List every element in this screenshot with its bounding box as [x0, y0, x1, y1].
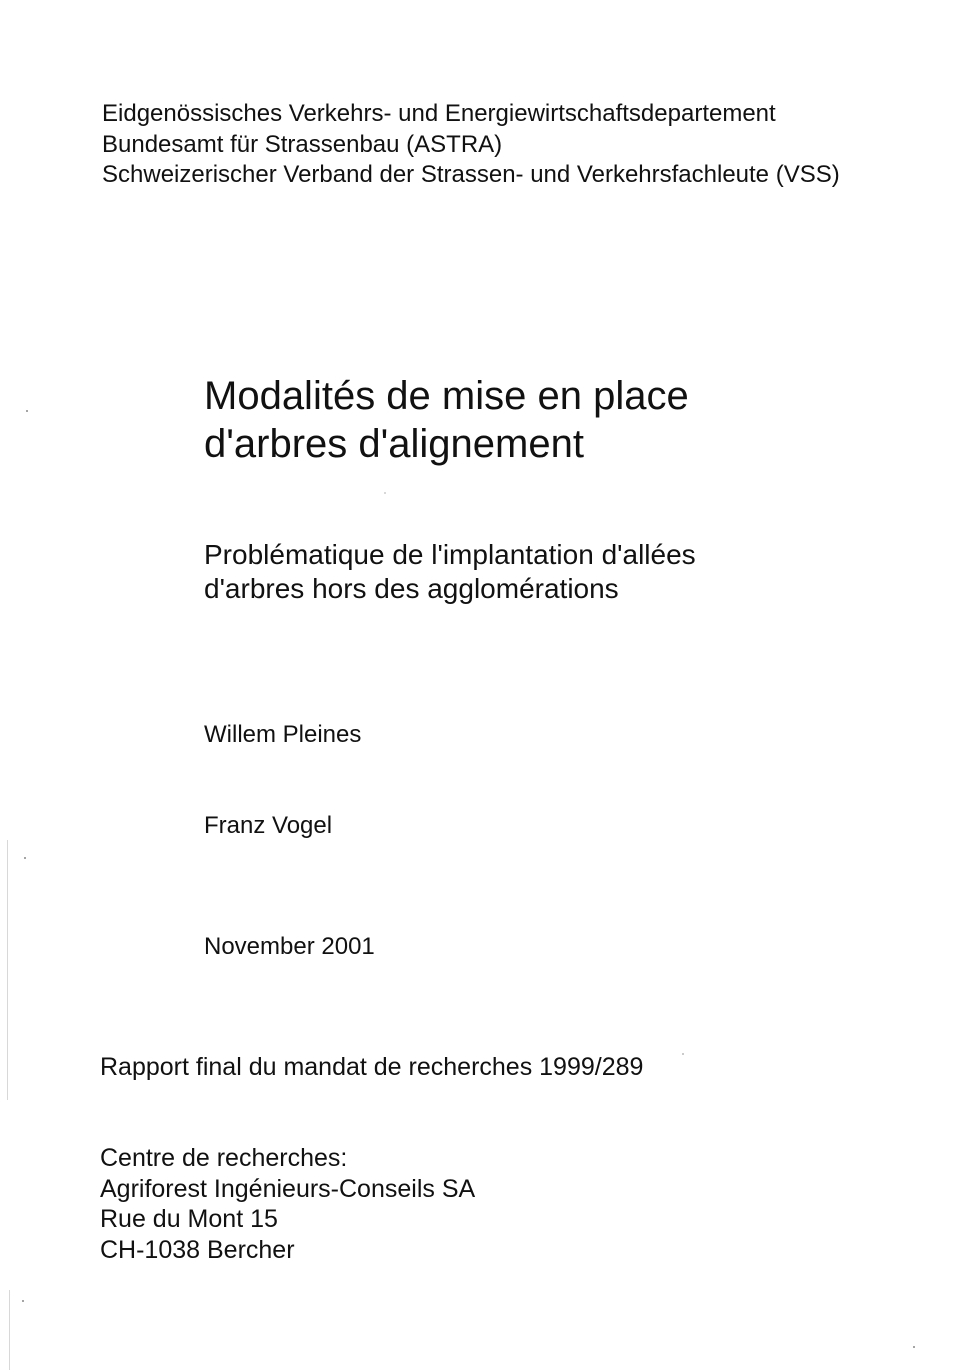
scan-speck: [913, 1346, 915, 1348]
scan-speck: [22, 1300, 24, 1302]
research-centre-city: CH-1038 Bercher: [100, 1235, 295, 1264]
research-centre-street: Rue du Mont 15: [100, 1205, 278, 1233]
document-subtitle: [204, 538, 696, 606]
subtitle-line-2: d'arbres hors des agglomérations: [204, 573, 619, 604]
scan-speck: [682, 1053, 684, 1055]
publication-date: November 2001: [204, 933, 375, 960]
document-title: [204, 372, 689, 468]
research-centre-label: Centre de recherches:: [100, 1144, 348, 1172]
research-centre-name: Agriforest Ingénieurs-Conseils SA: [100, 1174, 476, 1203]
research-centre-address: [100, 1143, 475, 1265]
title-line-1: Modalités de mise en place: [204, 374, 689, 418]
subtitle-line-1: Problématique de l'implantation d'allées: [204, 539, 696, 570]
title-line-2: d'arbres d'alignement: [204, 422, 584, 466]
author-name: Willem Pleines: [204, 721, 362, 748]
report-reference: Rapport final du mandat de recherches 1999/289: [100, 1053, 644, 1081]
scan-edge-line: [9, 1290, 10, 1370]
issuing-organizations: [102, 99, 840, 191]
author-name: Franz Vogel: [204, 812, 333, 839]
office-line: Bundesamt für Strassenbau (ASTRA): [102, 130, 503, 158]
department-line: Eidgenössisches Verkehrs- und Energiewirtschaftsdepartement: [102, 100, 776, 127]
scan-speck: [24, 857, 26, 859]
scan-speck: [384, 492, 386, 494]
scan-speck: [26, 410, 28, 412]
scan-edge-line: [7, 840, 8, 1100]
association-line: Schweizerischer Verband der Strassen- und Verkehrsfachleute (VSS): [102, 161, 840, 188]
